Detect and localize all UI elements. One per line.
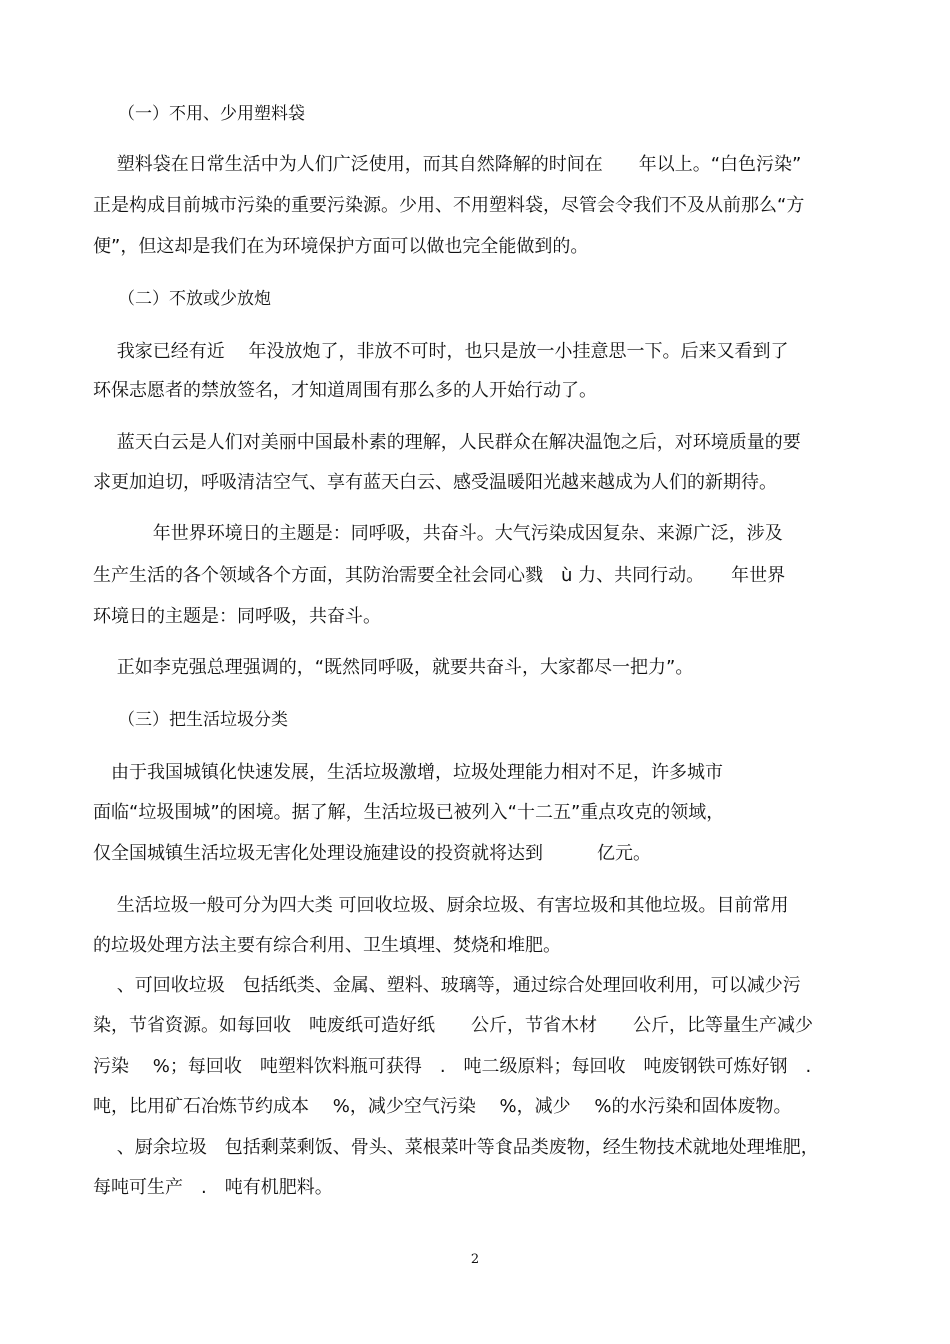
- paragraph-line: 的垃圾处理方法主要有综合利用、卫生填埋、焚烧和堆肥。: [93, 935, 561, 956]
- list-item-line: 每吨可生产 . 吨有机肥料。: [93, 1177, 333, 1198]
- paragraph-line: 面临“垃圾围城”的困境。据了解，生活垃圾已被列入“十二五”重点攻克的领域，: [93, 802, 725, 823]
- section-heading-1: （一）不用、少用塑料袋: [118, 104, 305, 124]
- paragraph-line: 由于我国城镇化快速发展，生活垃圾激增，垃圾处理能力相对不足，许多城市: [93, 762, 723, 783]
- section-heading-2: （二）不放或少放炮: [118, 289, 271, 309]
- paragraph-line: 塑料袋在日常生活中为人们广泛使用，而其自然降解的时间在 年以上。“白色污染”: [93, 154, 802, 175]
- page-number: 2: [470, 1252, 480, 1267]
- paragraph-line: 环境日的主题是：同呼吸，共奋斗。: [93, 606, 381, 627]
- list-item-line: 污染 %；每回收 吨塑料饮料瓶可获得 . 吨二级原料；每回收 吨废钢铁可炼好钢 .: [93, 1056, 812, 1077]
- paragraph-line: 生产生活的各个领域各个方面，其防治需要全社会同心戮 ù 力、共同行动。 年世界: [93, 565, 786, 586]
- list-item-line: 、厨余垃圾 包括剩菜剩饭、骨头、菜根菜叶等食品类废物，经生物技术就地处理堆肥，: [93, 1137, 819, 1158]
- paragraph-line: 仅全国城镇生活垃圾无害化处理设施建设的投资就将达到 亿元。: [93, 843, 651, 864]
- paragraph-line: 我家已经有近 年没放炮了，非放不可时，也只是放一小挂意思一下。后来又看到了: [93, 341, 789, 362]
- paragraph-line: 年世界环境日的主题是：同呼吸，共奋斗。大气污染成因复杂、来源广泛，涉及: [93, 523, 783, 544]
- paragraph-line: 便”，但这却是我们在为环境保护方面可以做也完全能做到的。: [93, 236, 589, 257]
- paragraph-line: 正如李克强总理强调的，“既然同呼吸，就要共奋斗，大家都尽一把力”。: [93, 657, 694, 678]
- paragraph-line: 生活垃圾一般可分为四大类 可回收垃圾、厨余垃圾、有害垃圾和其他垃圾。目前常用: [93, 895, 789, 916]
- paragraph-line: 求更加迫切，呼吸清洁空气、享有蓝天白云、感受温暖阳光越来越成为人们的新期待。: [93, 472, 777, 493]
- paragraph-line: 正是构成目前城市污染的重要污染源。少用、不用塑料袋，尽管会令我们不及从前那么“方: [93, 195, 805, 216]
- list-item-line: 吨，比用矿石冶炼节约成本 %，减少空气污染 %，减少 %的水污染和固体废物。: [93, 1096, 792, 1117]
- paragraph-line: 环保志愿者的禁放签名，才知道周围有那么多的人开始行动了。: [93, 380, 597, 401]
- section-heading-3: （三）把生活垃圾分类: [118, 710, 288, 730]
- list-item-line: 染，节省资源。如每回收 吨废纸可造好纸 公斤，节省木材 公斤，比等量生产减少: [93, 1015, 813, 1036]
- paragraph-line: 蓝天白云是人们对美丽中国最朴素的理解，人民群众在解决温饱之后，对环境质量的要: [93, 432, 801, 453]
- list-item-line: 、可回收垃圾 包括纸类、金属、塑料、玻璃等，通过综合处理回收利用，可以减少污: [93, 975, 801, 996]
